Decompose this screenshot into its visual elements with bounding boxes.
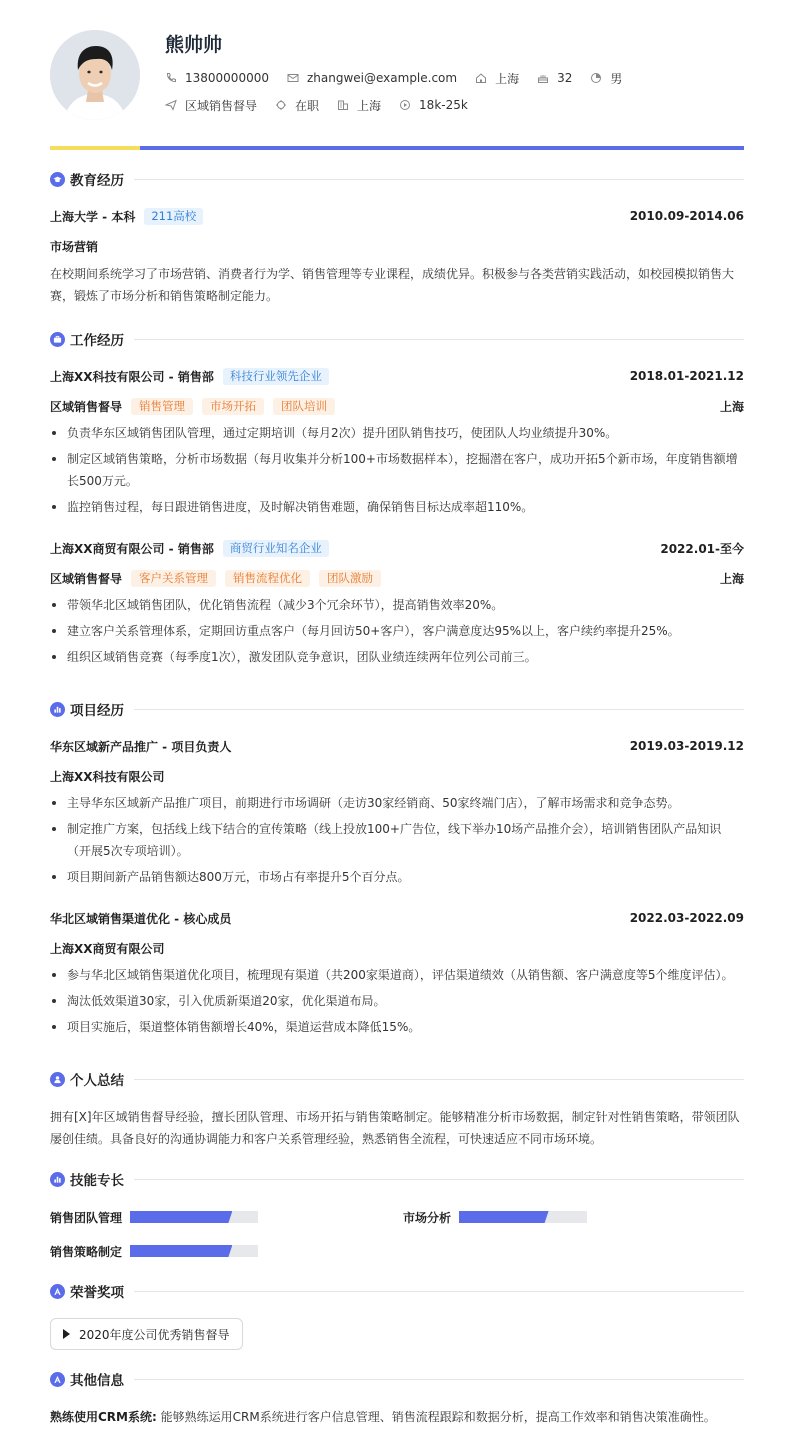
work-city: 上海 xyxy=(719,571,744,586)
salary-value: 18k-25k xyxy=(419,98,468,112)
resume-header xyxy=(50,0,744,150)
projects-section-header xyxy=(50,700,744,718)
target-city-item xyxy=(337,97,381,114)
award-item xyxy=(50,1318,243,1350)
project-title: 华北区域销售渠道优化 - 核心成员 xyxy=(50,911,232,926)
mail-icon xyxy=(287,72,299,84)
phone-item xyxy=(165,71,269,85)
work-title: 工作经历 xyxy=(70,333,124,349)
job-target-value: 区域销售督导 xyxy=(185,98,258,113)
work-section-header xyxy=(50,330,744,348)
cake-icon xyxy=(537,72,549,84)
skills-section-header xyxy=(50,1170,744,1188)
project-entry xyxy=(50,909,744,1042)
awards-section-header xyxy=(50,1282,744,1300)
list-item: 项目实施后，渠道整体销售额增长40%，渠道运营成本降低15%。 xyxy=(50,1016,744,1038)
list-item: 制定区域销售策略，分析市场数据（每月收集并分析100+市场数据样本），挖掘潜在客户，成功开拓5个新市场，年度销售额增长500万元。 xyxy=(50,448,744,492)
status-icon xyxy=(275,99,287,111)
home-icon xyxy=(475,72,487,84)
summary-text: 拥有[X]年区域销售督导经验，擅长团队管理、市场开拓与销售策略制定。能够精准分析市场数据，制定针对性销售策略，带领团队屡创佳绩。具备良好的沟通协调能力和客户关系管理经验，熟悉销售全流程，可快速适应不同市场环境。 xyxy=(50,1110,740,1146)
skill-name: 市场分析 xyxy=(403,1210,452,1225)
major-name: 市场营销 xyxy=(50,239,99,254)
skill-level-bar xyxy=(130,1211,258,1223)
skill-level-fill xyxy=(130,1211,232,1223)
projects-title: 项目经历 xyxy=(70,703,124,719)
company-tag: 商贸行业知名企业 xyxy=(223,540,329,557)
work-entry xyxy=(50,367,744,522)
other-label: 熟练使用CRM系统: xyxy=(50,1410,157,1424)
phone-value: 13800000000 xyxy=(185,71,269,85)
summary-title: 个人总结 xyxy=(70,1073,124,1089)
award-icon xyxy=(50,1284,65,1299)
company-name: 上海XX商贸有限公司 - 销售部 xyxy=(50,541,214,556)
awards-title: 荣誉奖项 xyxy=(70,1285,124,1301)
education-entry xyxy=(50,207,744,307)
skill-tag: 团队激励 xyxy=(319,570,381,587)
education-section-header xyxy=(50,170,744,188)
project-bullets xyxy=(50,964,744,1038)
list-item: 项目期间新产品销售额达800万元，市场占有率提升5个百分点。 xyxy=(50,866,744,888)
salary-item xyxy=(399,98,468,112)
job-role: 区域销售督导 xyxy=(50,571,123,586)
bar-chart-icon xyxy=(50,1172,65,1187)
list-item: 负责华东区域销售团队管理，通过定期培训（每月2次）提升团队销售技巧，使团队人均业绩提升30%。 xyxy=(50,422,744,444)
work-date: 2022.01-至今 xyxy=(660,541,744,556)
target-city-value: 上海 xyxy=(357,98,382,113)
work-entry xyxy=(50,539,744,672)
project-entry xyxy=(50,737,744,892)
skill-tag: 市场开拓 xyxy=(202,398,264,415)
status-value: 在职 xyxy=(295,98,320,113)
list-item: 制定推广方案，包括线上线下结合的宣传策略（线上投放100+广告位，线下举办10场产品推介会），培训销售团队产品知识（开展5次专项培训）。 xyxy=(50,818,744,862)
project-title: 华东区域新产品推广 - 项目负责人 xyxy=(50,739,232,754)
skill-tag: 客户关系管理 xyxy=(131,570,216,587)
gender-value: 男 xyxy=(610,71,623,86)
job-role: 区域销售督导 xyxy=(50,399,123,414)
skill-name: 销售团队管理 xyxy=(50,1210,123,1225)
skills-title: 技能专长 xyxy=(70,1173,124,1189)
list-item: 组织区域销售竞赛（每季度1次），激发团队竞争意识，团队业绩连续两年位列公司前三。 xyxy=(50,646,744,668)
school-name: 上海大学 - 本科 xyxy=(50,209,136,224)
other-text: 能够熟练运用CRM系统进行客户信息管理、销售流程跟踪和数据分析，提高工作效率和销售决策准确性。 xyxy=(160,1410,716,1424)
status-item xyxy=(275,97,319,114)
skill-level-bar xyxy=(130,1245,258,1257)
gender-icon xyxy=(590,72,602,84)
briefcase-icon xyxy=(50,332,65,347)
phone-icon xyxy=(165,72,177,84)
work-bullets xyxy=(50,594,744,668)
list-item: 监控销售过程，每日跟进销售进度，及时解决销售难题，确保销售目标达成率超110%。 xyxy=(50,496,744,518)
contact-row xyxy=(165,70,640,86)
school-tag: 211高校 xyxy=(144,208,203,225)
company-name: 上海XX科技有限公司 - 销售部 xyxy=(50,369,214,384)
project-company: 上海XX科技有限公司 xyxy=(50,769,165,784)
job-target-item xyxy=(165,97,257,114)
summary-section-header xyxy=(50,1070,744,1088)
education-title: 教育经历 xyxy=(70,173,124,189)
city-value: 上海 xyxy=(495,71,520,86)
age-item xyxy=(537,71,572,85)
graduation-cap-icon xyxy=(50,172,65,187)
candidate-name: 熊帅帅 xyxy=(165,34,223,56)
list-item: 带领华北区域销售团队，优化销售流程（减少3个冗余环节），提高销售效率20%。 xyxy=(50,594,744,616)
avatar xyxy=(50,30,140,120)
other-title: 其他信息 xyxy=(70,1373,124,1389)
gender-item xyxy=(590,70,622,87)
age-value: 32 xyxy=(557,71,573,85)
skill-level-bar xyxy=(459,1211,587,1223)
skill-level-fill xyxy=(130,1245,232,1257)
email-item xyxy=(287,71,457,85)
list-item: 建立客户关系管理体系，定期回访重点客户（每月回访50+客户），客户满意度达95%以上，客户续约率提升25%。 xyxy=(50,620,744,642)
work-city: 上海 xyxy=(719,399,744,414)
user-icon xyxy=(50,1072,65,1087)
skill-tag: 销售流程优化 xyxy=(225,570,310,587)
award-label: 2020年度公司优秀销售督导 xyxy=(79,1327,230,1342)
project-date: 2022.03-2022.09 xyxy=(629,911,744,925)
skill-tag: 销售管理 xyxy=(131,398,193,415)
send-icon xyxy=(165,99,177,111)
bar-chart-icon xyxy=(50,702,65,717)
email-value: zhangwei@example.com xyxy=(306,71,458,85)
other-section-header xyxy=(50,1370,744,1388)
award-icon xyxy=(50,1372,65,1387)
skill-level-fill xyxy=(459,1211,549,1223)
skill-item xyxy=(403,1210,587,1224)
skill-item xyxy=(50,1210,258,1224)
list-item: 主导华东区域新产品推广项目，前期进行市场调研（走访30家经销商、50家终端门店），了解市场需求和竞争态势。 xyxy=(50,792,744,814)
salary-icon xyxy=(399,99,411,111)
list-item: 淘汰低效渠道30家，引入优质新渠道20家，优化渠道布局。 xyxy=(50,990,744,1012)
company-tag: 科技行业领先企业 xyxy=(223,368,329,385)
project-company: 上海XX商贸有限公司 xyxy=(50,941,165,956)
education-description: 在校期间系统学习了市场营销、消费者行为学、销售管理等专业课程，成绩优异。积极参与各类营销实践活动，如校园模拟销售大赛，锻炼了市场分析和销售策略制定能力。 xyxy=(50,267,735,303)
project-bullets xyxy=(50,792,744,888)
other-info xyxy=(50,1406,744,1428)
header-divider xyxy=(50,146,744,150)
work-bullets xyxy=(50,422,744,518)
skill-name: 销售策略制定 xyxy=(50,1244,123,1259)
city-item xyxy=(475,70,519,87)
project-date: 2019.03-2019.12 xyxy=(629,739,744,753)
skill-tag: 团队培训 xyxy=(273,398,335,415)
work-date: 2018.01-2021.12 xyxy=(629,369,744,383)
list-item: 参与华北区域销售渠道优化项目，梳理现有渠道（共200家渠道商），评估渠道绩效（从销售额、客户满意度等5个维度评估）。 xyxy=(50,964,744,986)
building-icon xyxy=(337,99,349,111)
education-date: 2010.09-2014.06 xyxy=(629,209,744,223)
job-intent-row xyxy=(165,97,486,113)
play-icon xyxy=(63,1329,70,1339)
skill-item xyxy=(50,1244,258,1258)
